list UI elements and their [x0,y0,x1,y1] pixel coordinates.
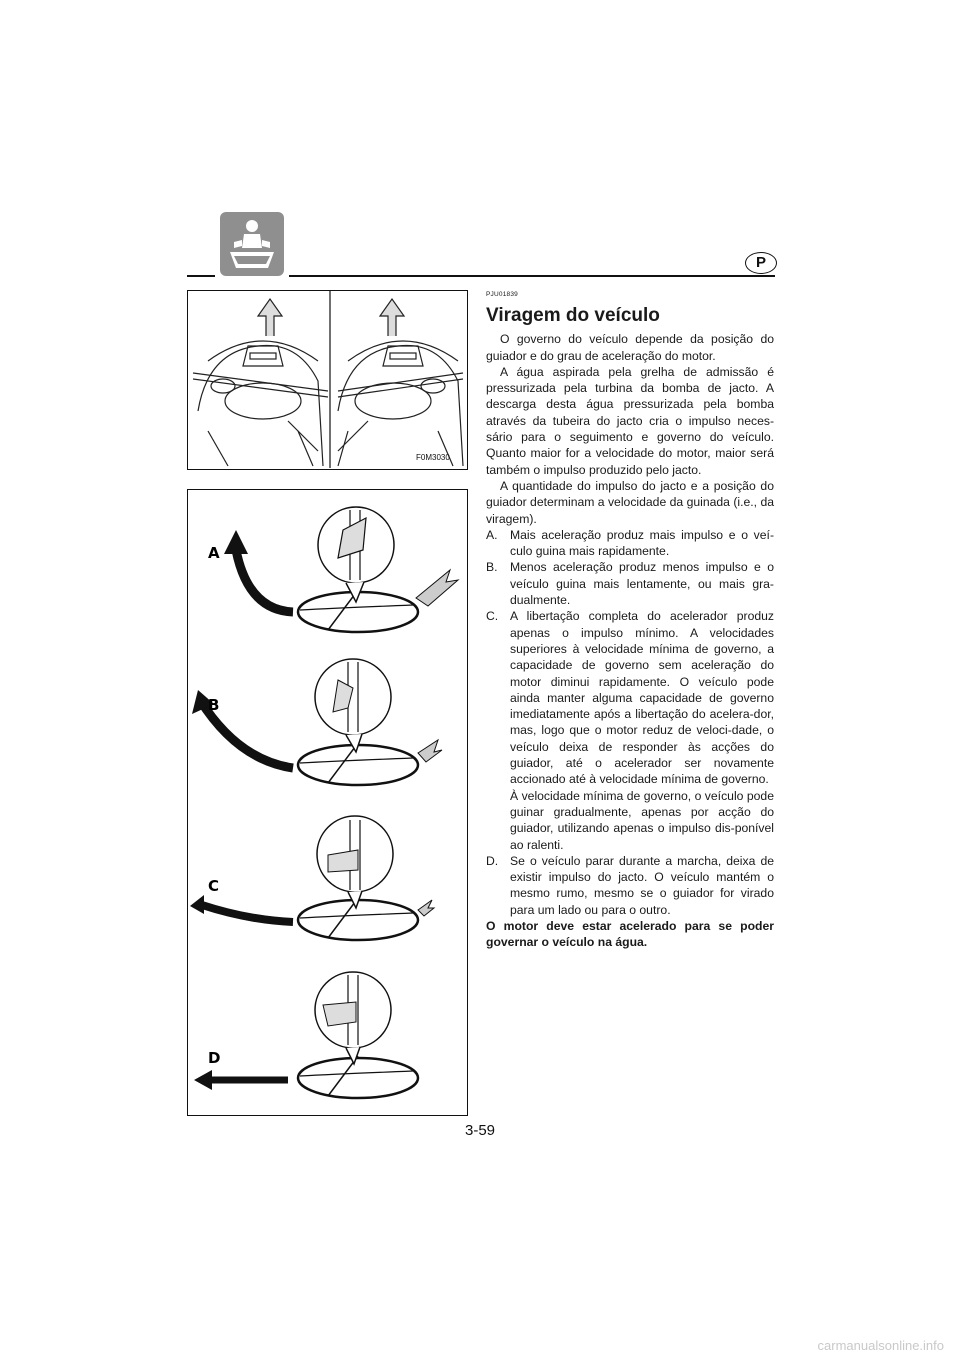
diagram-label-c: C [208,877,220,895]
list-item-b [486,559,774,608]
list-item-label: B. [486,560,498,575]
diagram-row-c [190,816,434,940]
handlebar-left-illustration [193,299,328,466]
diagram-row-a [224,507,458,632]
figure-code: F0M3030 [416,453,450,462]
section-title: Viragem do veículo [486,305,660,327]
steering-diagram [187,489,468,1116]
diagram-label-a: A [208,544,220,562]
list-item-label: C. [486,609,499,624]
diagram-label-b: B [208,696,220,714]
paragraph-3: A quantidade do impulso do jacto e a posição do guiador determinam a velocidade da guinada (i.e., da viragem). [486,478,774,526]
diagram-row-b [192,659,442,785]
list-item-text: A libertação completa do acelerador produz apenas o impulso mínimo. A velocidades superiores à velocidade mínima de governo, a capacidade de governo sem aceleração do motor diminui rapidamente. O veículo pode ainda manter alguma capacidade de governo imediatamente após a libertação do acelera-dor, mas, logo que o motor reduz de veloci-dade, o veículo deixa de responder às acções do guiador, até o acelerador ser novamente accionado até à velocidade mínima de governo. [510,609,774,787]
text-column [486,287,774,951]
header-rule-left [187,275,215,277]
list-item-text: Menos aceleração produz menos impulso e o veículo guina mais lentamente, ou mais gra-dualmente. [510,560,774,608]
header-rule-right [289,275,775,277]
list-item-label: D. [486,853,499,868]
list-item-continuation: À velocidade mínima de governo, o veículo pode guinar gradualmente, apenas por acção do guiador, utilizando apenas o impulso dis-ponível ao ralenti. [510,788,774,852]
watermark: carmanualsonline.info [817,1338,944,1353]
list-item-label: A. [486,527,498,542]
paragraph-2: A água aspirada pela grelha de admissão é pressurizada pela turbina da bomba de jacto. A descarga desta água pressurizada pela bomba através da tubeira do jacto cria o impulso neces-sário para o seguimento e governo do veículo. Quanto maior for a velocidade do motor, maior será também o impulso produzido pelo jacto. [486,364,774,477]
handlebar-figure [187,290,468,470]
section-ref: PJU01839 [486,291,518,298]
warning-note: O motor deve estar acelerado para se poder governar o veículo na água. [486,918,774,950]
page-number: 3-59 [464,1122,496,1139]
list-item-d [486,853,774,918]
rider-icon [220,212,284,276]
paragraph-1: O governo do veículo depende da posição do guiador e do grau de aceleração do motor. [486,332,774,363]
list-item-text: Se o veículo parar durante a marcha, deixa de existir impulso do jacto. O veículo mantém o mesmo rumo, mesmo se o guiador for virado para um lado ou para o outro. [510,853,774,917]
language-badge: P [745,252,777,274]
diagram-label-d: D [208,1049,221,1067]
list-item-text: Mais aceleração produz mais impulso e o veí-culo guina mais rapidamente. [510,527,774,559]
list-item-a [486,527,774,560]
handlebar-right-illustration [338,299,463,466]
diagram-row-d [194,972,418,1098]
list-item-c [486,608,774,852]
